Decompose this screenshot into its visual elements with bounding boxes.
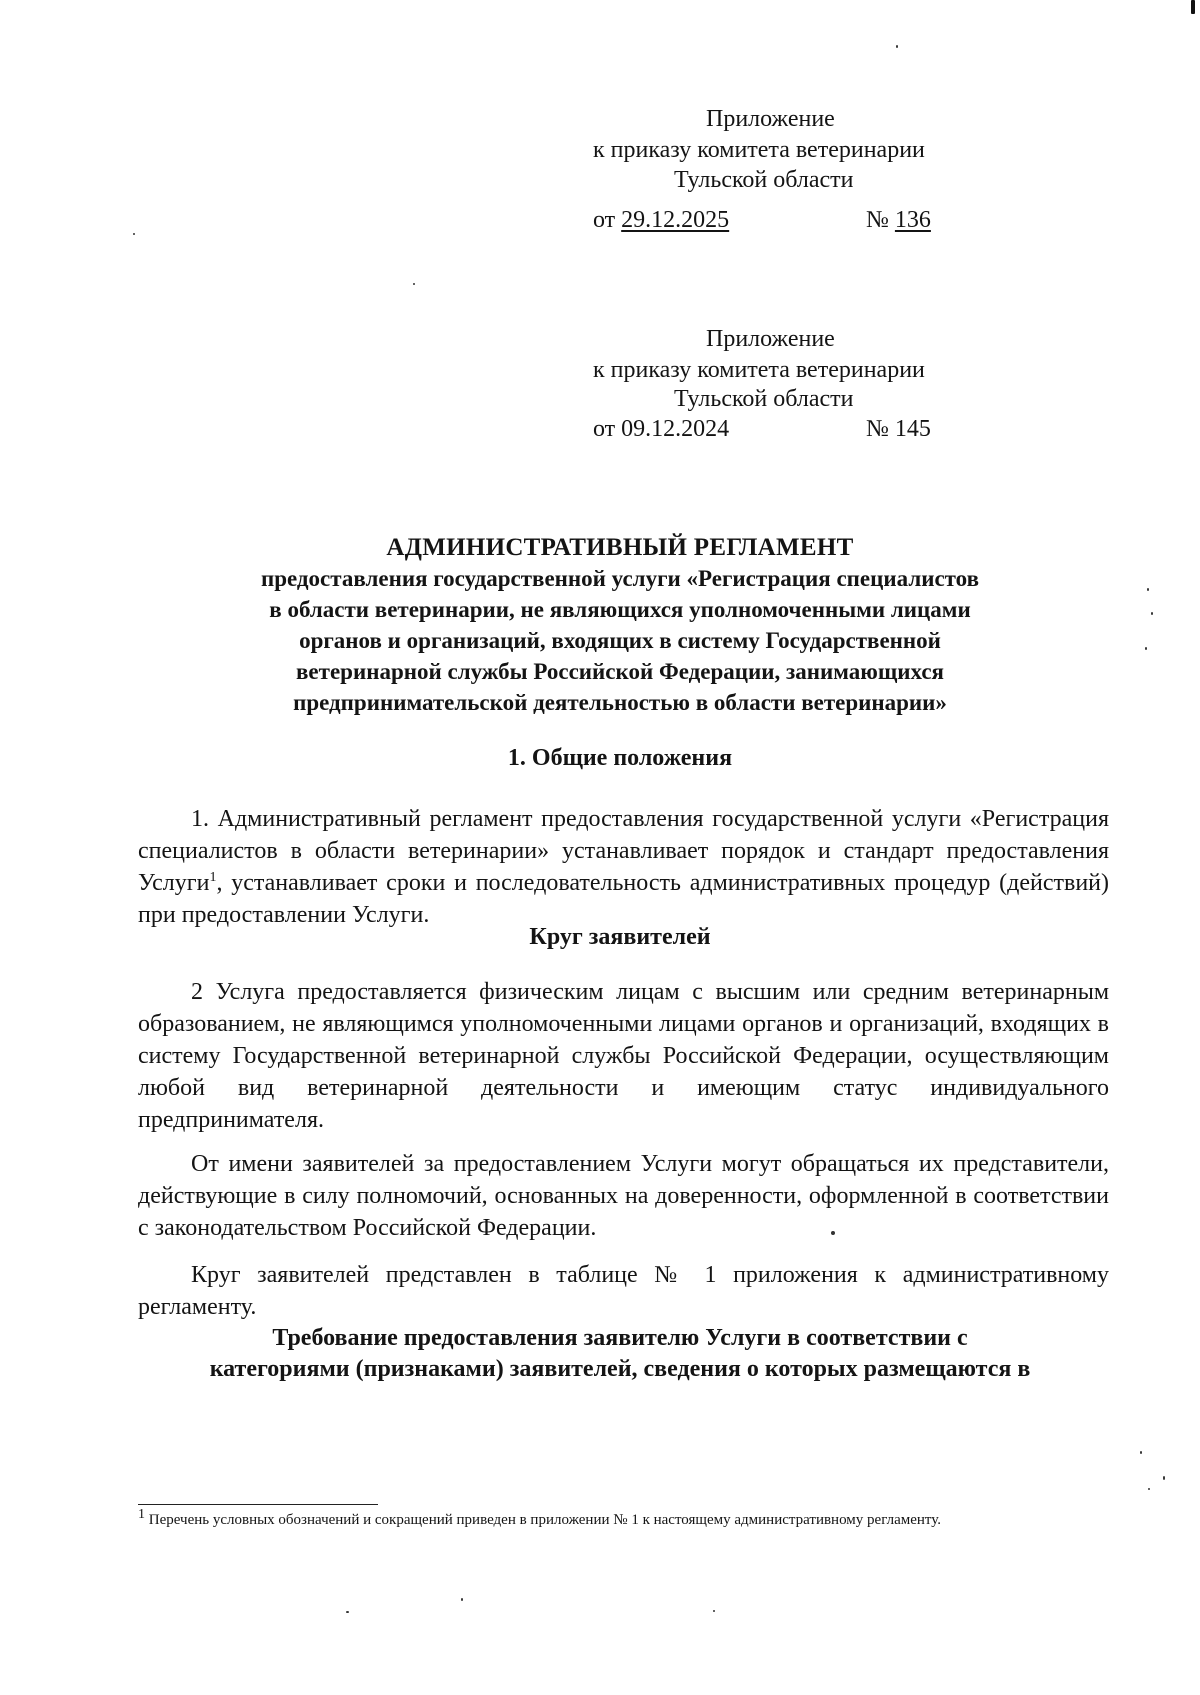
- attachment-region: Тульской области: [674, 386, 854, 412]
- footnote-mark: 1: [138, 1507, 145, 1522]
- document-title-line: органов и организаций, входящих в систему Государственной: [299, 628, 941, 653]
- date-prefix: от: [593, 207, 616, 233]
- document-title-main: АДМИНИСТРАТИВНЫЙ РЕГЛАМЕНТ: [386, 534, 854, 561]
- paragraph-2-text: 2 Услуга предоставляется физическим лицам с высшим или средним ветеринарным образованием, не являющимся уполномоченными лицами органов и организаций, входящих в систему Государственной ветеринарной службы Российской Федерации, осуществляющим любой вид ветеринарной деятельности и имеющим статус индивидуального предпринимателя.: [138, 979, 1109, 1133]
- document-title-line: предоставления государственной услуги «Регистрация специалистов: [260, 566, 980, 591]
- attachment-number-line: [866, 413, 931, 445]
- paragraph-1-text: 1. Административный регламент предоставления государственной услуги «Регистрация специалистов в области ветеринарии» устанавливает порядок и стандарт предоставления Услуги: [138, 806, 1109, 896]
- paragraph-1: [138, 803, 1109, 931]
- footnote-ref: 1: [209, 870, 217, 885]
- footnote-text: Перечень условных обозначений и сокращений приведен в приложении № 1 к настоящему административному регламенту.: [145, 1512, 942, 1528]
- paragraph-4: [138, 1259, 1109, 1323]
- order-date: 09.12.2024: [621, 416, 730, 442]
- scan-speck: [1163, 1476, 1165, 1480]
- scan-speck: [133, 233, 135, 235]
- scan-speck: [413, 283, 415, 285]
- paragraph-1-text-cont: , устанавливает сроки и последовательность административных процедур (действий) при предоставлении Услуги.: [138, 870, 1109, 928]
- scan-speck: [713, 1610, 715, 1612]
- section-heading: 1. Общие положения: [507, 745, 733, 771]
- document-title-line: ветеринарной службы Российской Федерации, занимающихся: [296, 659, 944, 684]
- paragraph-4-text: Круг заявителей представлен в таблице № 1 приложения к административному регламенту.: [138, 1262, 1109, 1320]
- scan-speck: [346, 1611, 349, 1613]
- paragraph-3-text: От имени заявителей за предоставлением Услуги могут обращаться их представители, действующие в силу полномочий, основанных на доверенности, оформленной в соответствии с законодательством Российской Федерации.: [138, 1151, 1109, 1241]
- paragraph-2: [138, 976, 1109, 1136]
- document-title: [130, 532, 1110, 718]
- attachment-date-line: [593, 413, 729, 445]
- footnote: [138, 1507, 1098, 1531]
- scan-speck: [1151, 612, 1153, 615]
- attachment-region: Тульской области: [674, 167, 854, 193]
- scan-mark: [1191, 0, 1195, 14]
- scan-speck: [461, 1598, 463, 1601]
- scan-speck: [1140, 1451, 1142, 1454]
- number-prefix: №: [866, 416, 889, 442]
- attachment-title: Приложение: [706, 106, 835, 132]
- attachment-number-line: [866, 204, 931, 236]
- paragraph-3: [138, 1148, 1109, 1244]
- scan-speck: [1145, 647, 1147, 650]
- attachment-order-ref: к приказу комитета ветеринарии: [593, 357, 925, 383]
- scan-speck: [896, 45, 898, 48]
- subsection-heading: Круг заявителей: [529, 924, 711, 950]
- document-title-line: в области ветеринарии, не являющихся уполномоченными лицами: [269, 597, 971, 622]
- requirement-heading: [130, 1323, 1110, 1385]
- attachment-title: Приложение: [706, 326, 835, 352]
- document-title-line: предпринимательской деятельностью в области ветеринарии»: [293, 690, 947, 715]
- scan-speck: [1147, 588, 1149, 591]
- attachment-date-line: [593, 204, 729, 236]
- order-number: 136: [894, 207, 931, 233]
- order-date: 29.12.2025: [621, 207, 730, 233]
- attachment-order-ref: к приказу комитета ветеринарии: [593, 137, 925, 163]
- footnote-separator: [138, 1504, 378, 1505]
- requirement-heading-line: Требование предоставления заявителю Услуги в соответствии с: [272, 1325, 968, 1351]
- scan-speck: [831, 1231, 835, 1235]
- scan-speck: [1148, 1488, 1150, 1490]
- order-number: 145: [894, 416, 931, 442]
- date-prefix: от: [593, 416, 616, 442]
- number-prefix: №: [866, 207, 889, 233]
- requirement-heading-line: категориями (признаками) заявителей, сведения о которых размещаются в: [209, 1356, 1031, 1382]
